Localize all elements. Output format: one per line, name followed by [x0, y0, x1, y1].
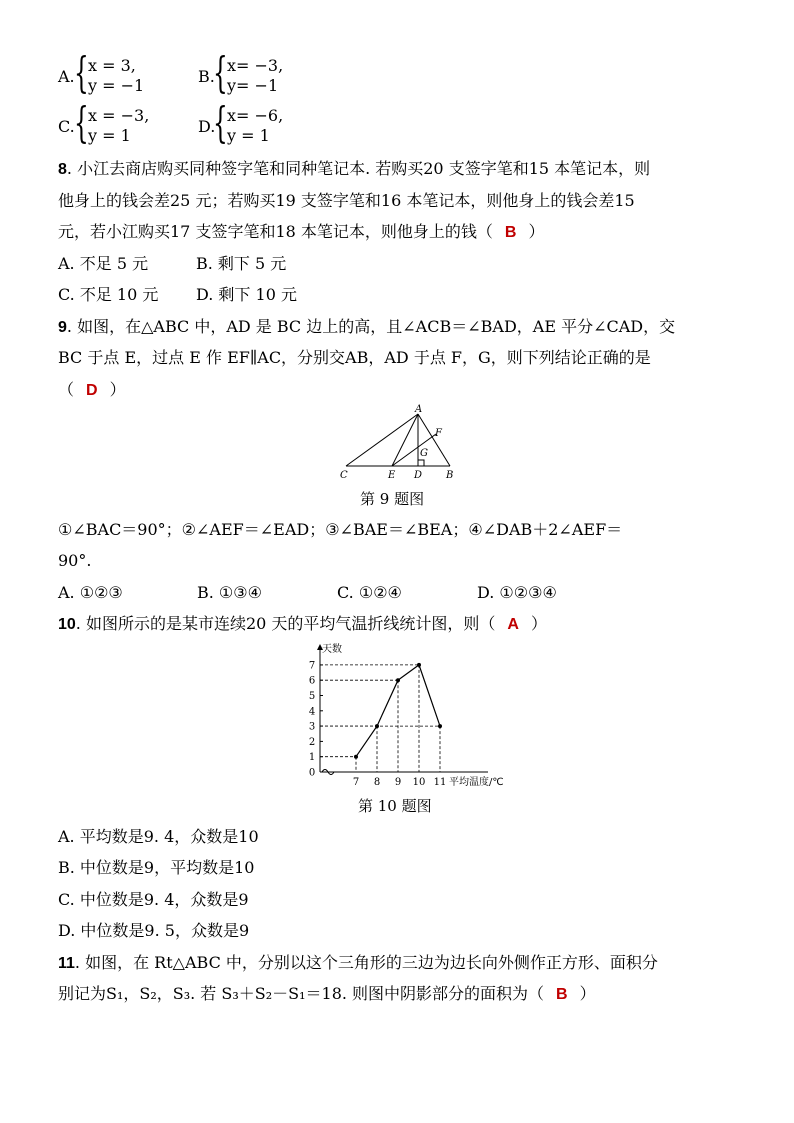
data-point	[375, 724, 379, 728]
text: 别记为S₁，S₂，S₃. 若 S₃＋S₂－S₁＝18. 则图中阴影部分的面积为（	[58, 984, 545, 1003]
answer-mark: A	[507, 616, 519, 633]
q9-statements-line1: ①∠BAC＝90°；②∠AEF＝∠EAD；③∠BAE＝∠BEA；④∠DAB＋2∠AEF＝	[58, 520, 623, 539]
answer-mark: B	[556, 986, 568, 1003]
x-tick-label: 9	[394, 777, 402, 788]
equation-line: x= −6,	[227, 106, 284, 125]
y-tick-label: 2	[308, 736, 316, 748]
label-d: D	[414, 470, 423, 481]
equation-system	[88, 106, 149, 146]
option-label: D.	[198, 117, 216, 136]
equation-line: y = 1	[88, 126, 131, 145]
q9-line1	[58, 316, 675, 339]
q8-line2: 他身上的钱会差25 元；若购买19 支签字笔和16 本笔记本，则他身上的钱会差15	[58, 191, 635, 210]
q10-line1	[58, 613, 547, 636]
y-tick-label: 7	[308, 660, 316, 672]
side-ca	[346, 414, 418, 466]
brace: {	[74, 98, 89, 147]
x-tick-label: 7	[352, 777, 360, 788]
equation-line: y = 1	[227, 126, 270, 145]
text: （	[58, 380, 75, 399]
y-tick-label: 1	[308, 752, 316, 764]
text: ）	[528, 222, 545, 241]
equation-system	[227, 56, 283, 96]
equation-line: y = −1	[88, 76, 145, 95]
option-label: B.	[198, 67, 215, 86]
y-tick-label: 3	[308, 721, 316, 733]
x-tick-label: 11	[433, 777, 447, 788]
brace: {	[74, 48, 89, 97]
label-a: A	[415, 404, 423, 415]
q8-option-d: D. 剩下 10 元	[196, 285, 297, 304]
equation-system	[227, 106, 283, 146]
q9-option-c: C. ①②④	[337, 583, 402, 602]
question-number: 11	[58, 955, 75, 972]
triangle-figure	[334, 402, 464, 482]
equation-line: x= −3,	[227, 56, 284, 75]
y-tick-label: 0	[308, 767, 316, 779]
text: . 小江去商店购买同种签字笔和同种笔记本. 若购买20 支签字笔和15 本笔记本，则	[66, 159, 651, 178]
label-f: F	[435, 428, 442, 439]
y-tick-label: 4	[308, 706, 316, 718]
bisector-ae	[392, 414, 418, 466]
brace: {	[213, 48, 228, 97]
text: ）	[530, 614, 547, 633]
figure-9-caption: 第 9 题图	[360, 490, 425, 508]
q8-line1	[58, 158, 650, 181]
q9-option-d: D. ①②③④	[477, 583, 557, 602]
answer-mark: D	[86, 382, 98, 399]
equation-line: x = −3,	[88, 106, 150, 125]
data-point	[417, 663, 421, 667]
text: . 如图所示的是某市连续20 天的平均气温折线统计图，则（	[75, 614, 496, 633]
equation-line: y= −1	[227, 76, 279, 95]
option-label: C.	[58, 117, 75, 136]
q10-option-a: A. 平均数是9. 4，众数是10	[58, 827, 259, 846]
option-label: A.	[58, 67, 75, 86]
q9-line3	[58, 379, 126, 402]
q8-option-a: A. 不足 5 元	[58, 254, 149, 273]
q8-line3	[58, 221, 544, 244]
question-number: 10	[58, 616, 76, 633]
label-c: C	[340, 470, 348, 481]
equation-system	[88, 56, 144, 96]
segment-ef	[392, 434, 436, 466]
q11-line1	[58, 952, 658, 975]
equation-line: x = 3,	[88, 56, 136, 75]
q8-option-c: C. 不足 10 元	[58, 285, 159, 304]
answer-mark: B	[504, 224, 517, 241]
temperature-line-chart	[296, 640, 504, 790]
data-point	[354, 755, 358, 759]
label-g: G	[420, 448, 428, 459]
brace: {	[213, 98, 228, 147]
x-axis-label: 平均温度/℃	[449, 777, 504, 788]
label-b: B	[446, 470, 454, 481]
x-tick-label: 10	[412, 777, 426, 788]
label-e: E	[388, 470, 396, 481]
x-tick-label: 8	[373, 777, 381, 788]
question-number: 9	[58, 319, 67, 336]
data-point	[396, 678, 400, 682]
q10-option-b: B. 中位数是9，平均数是10	[58, 858, 255, 877]
text: . 如图，在 Rt△ABC 中，分别以这个三角形的三边为边长向外侧作正方形、面积分	[74, 953, 658, 972]
q9-option-a: A. ①②③	[58, 583, 123, 602]
text: 元，若小江购买17 支签字笔和18 本笔记本，则他身上的钱（	[58, 222, 493, 241]
q9-option-b: B. ①③④	[197, 583, 262, 602]
q9-line2: BC 于点 E，过点 E 作 EF∥AC，分别交AB，AD 于点 F，G，则下列结论正确的是	[58, 348, 651, 367]
text: ）	[579, 984, 596, 1003]
q8-option-b: B. 剩下 5 元	[196, 254, 287, 273]
q10-option-c: C. 中位数是9. 4，众数是9	[58, 890, 249, 909]
y-tick-label: 5	[308, 691, 316, 702]
right-angle-mark	[418, 460, 424, 466]
figure-10-caption: 第 10 题图	[358, 797, 432, 815]
y-tick-label: 6	[308, 675, 316, 687]
q11-line2	[58, 983, 596, 1006]
q10-option-d: D. 中位数是9. 5，众数是9	[58, 921, 250, 940]
text: . 如图，在△ABC 中，AD 是 BC 边上的高，且∠ACB＝∠BAD，AE 平分∠CAD，交	[66, 317, 676, 336]
question-number: 8	[58, 161, 67, 178]
q9-statements-line2: 90°.	[58, 551, 92, 570]
text: ）	[109, 380, 126, 399]
y-axis-label: 天数	[322, 644, 342, 655]
data-point	[438, 724, 442, 728]
